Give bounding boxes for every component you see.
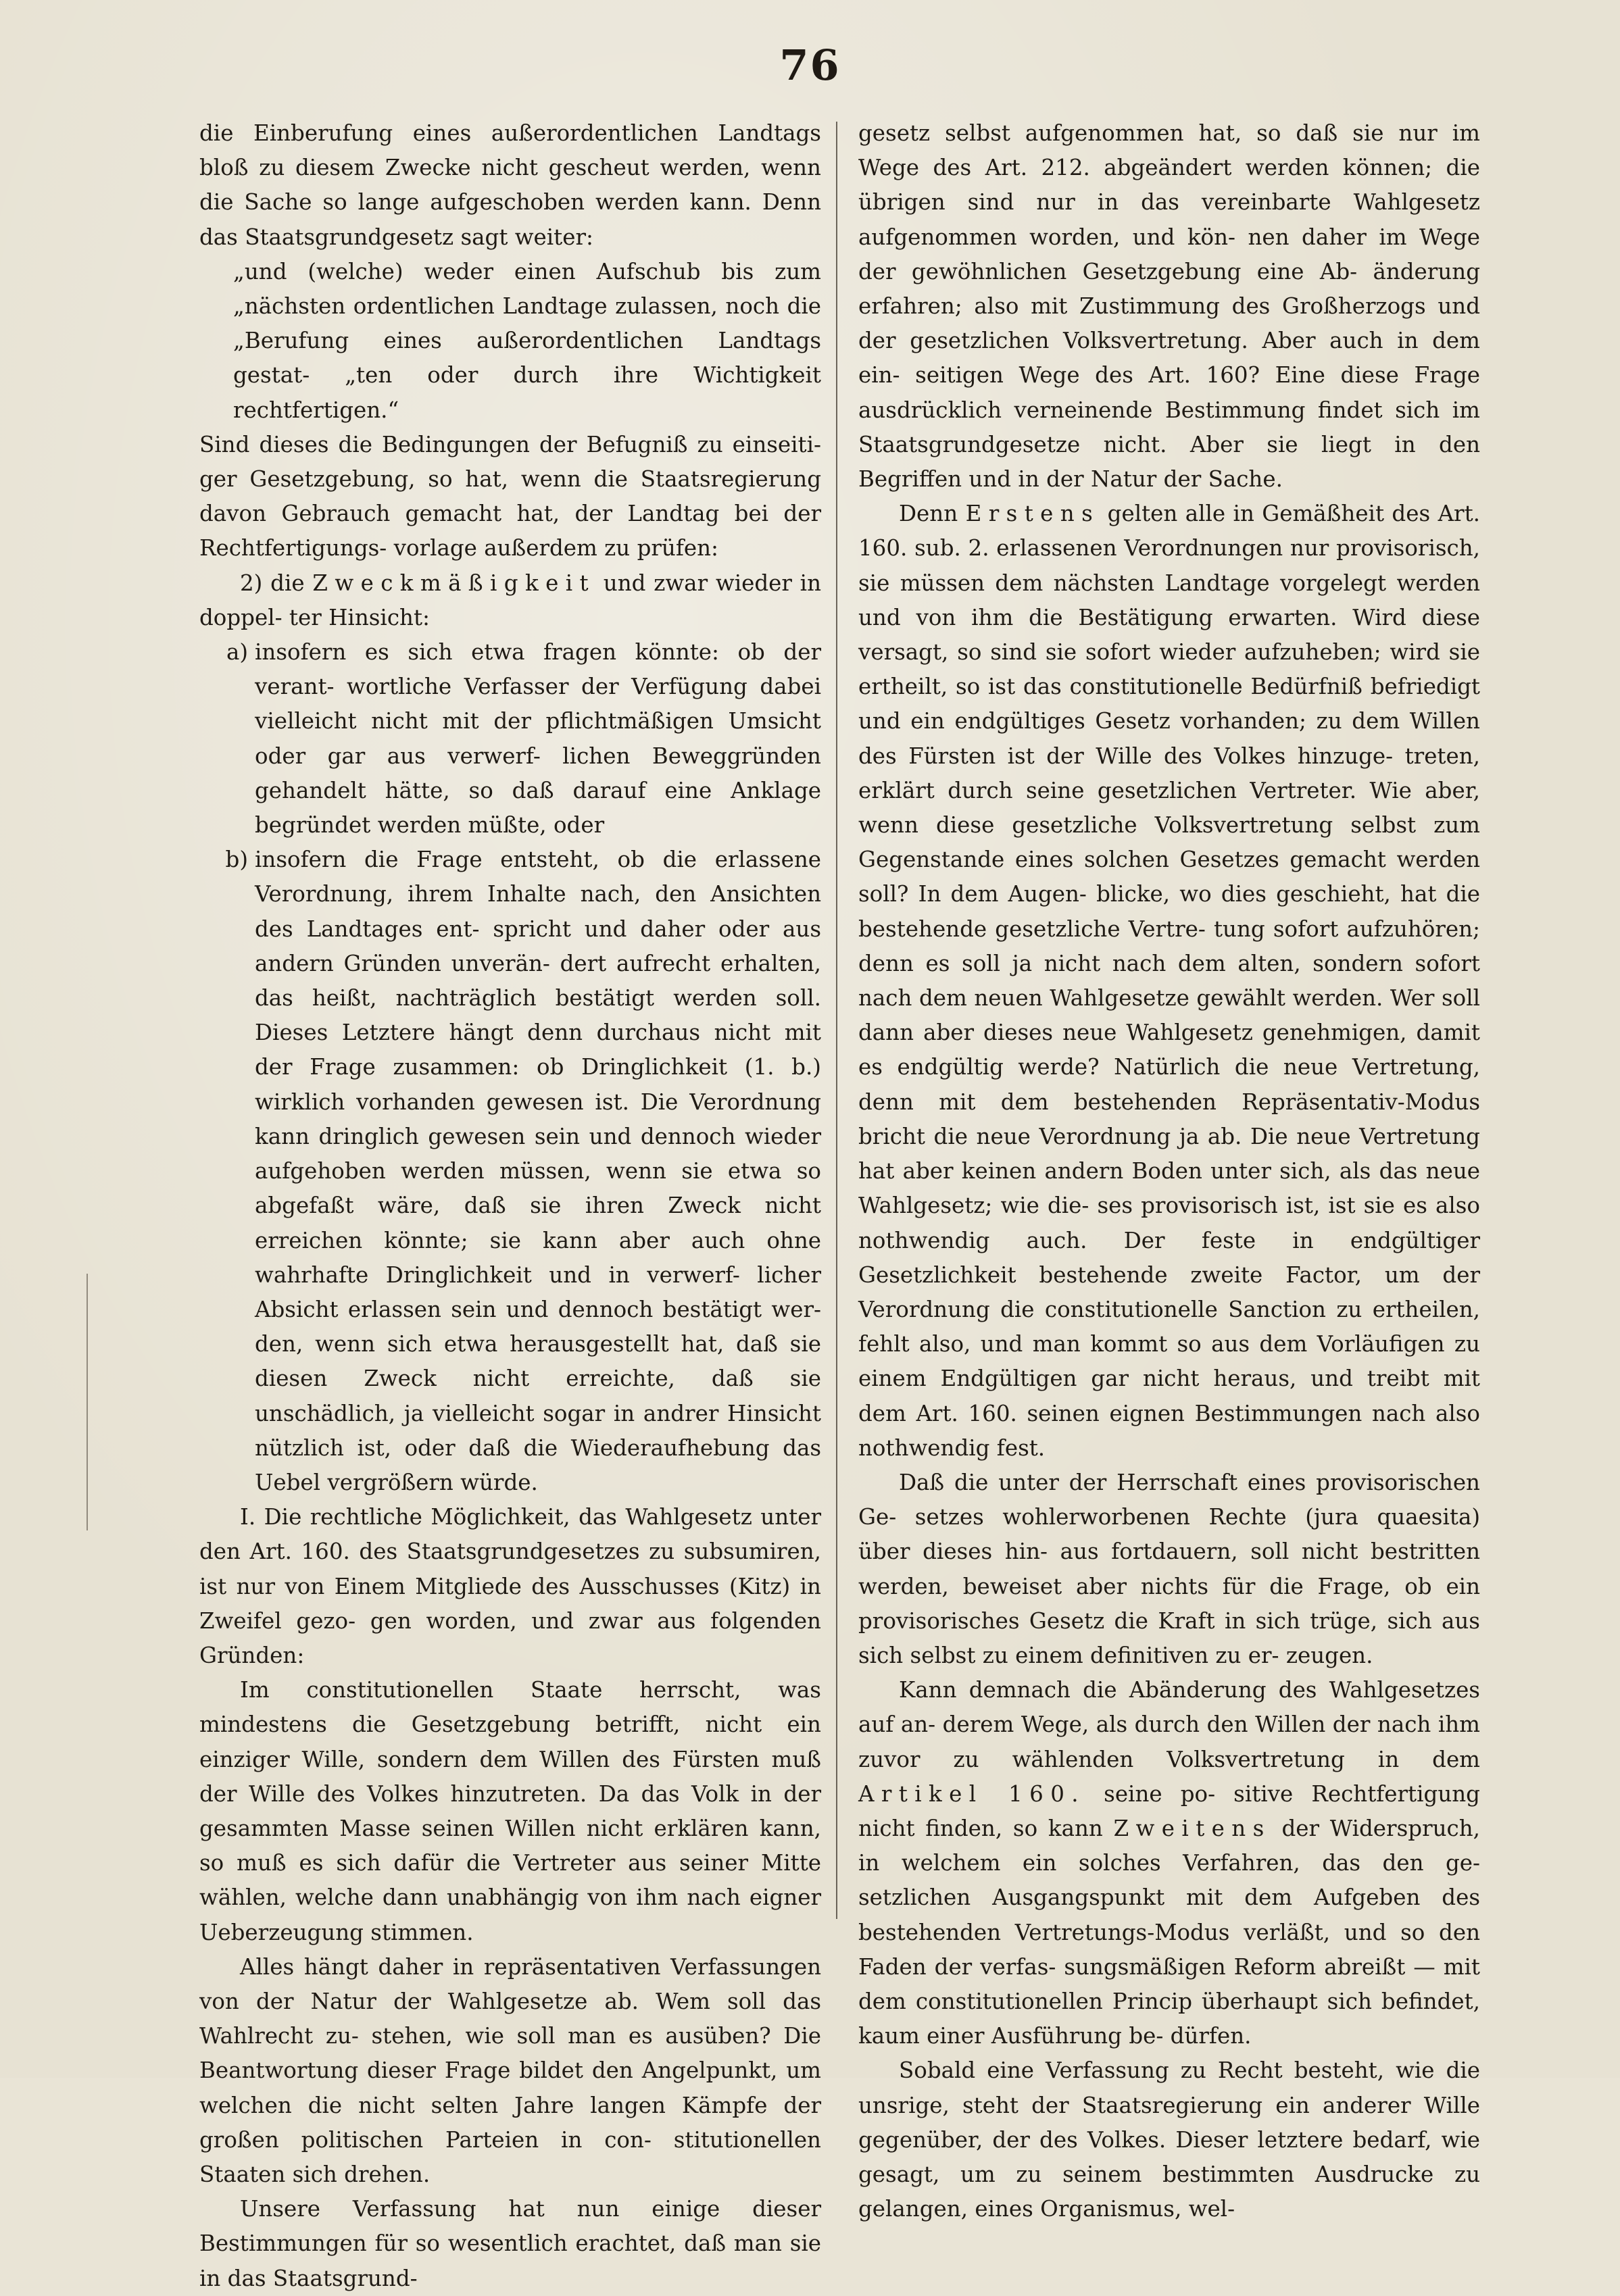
text-run: 2) die [240, 570, 305, 596]
paragraph: Unsere Verfassung hat nun einige dieser Bestimmungen für so wesentlich erachtet, daß man sie in das Staatsgrund- [199, 2196, 821, 2291]
column-divider [836, 122, 837, 1919]
right-column [858, 116, 1480, 2226]
paragraph: Im constitutionellen Staate herrscht, was mindestens die Gesetzgebung betrifft, nicht ein einziger Wille, sondern dem Willen des Fürsten muß der Wille des Volkes hinzutreten. Da das Volk in der gesammten Masse seinen Willen nicht erklären kann, so muß es sich dafür die Vertreter aus seiner Mitte wählen, welche dann unabhängig von ihm nach eigner Ueberzeugung stimmen. [199, 1677, 821, 1945]
paragraph: Sobald eine Verfassung zu Recht besteht, wie die unsrige, steht der Staatsregierung ein anderer Wille gegenüber, der des Volkes. Dieser letztere bedarf, wie gesagt, um zu seinem bestimmten Ausdrucke zu gelangen, eines Organismus, wel- [858, 2057, 1480, 2222]
text-run: Denn [899, 501, 958, 527]
paragraph: Alles hängt daher in repräsentativen Verfassungen von der Natur der Wahlgesetze ab. Wem soll das Wahlrecht zu- stehen, wie soll man es ausüben? Die Beantwortung dieser Frage bildet den Angelpunkt, um welchen die nicht selten Jahre langen Kämpfe der großen politischen Parteien in con- stitutionellen Staaten sich drehen. [199, 1953, 821, 2187]
page-number: 76 [779, 41, 841, 90]
left-column [199, 116, 821, 2296]
emphasis-spaced: Erstens [965, 501, 1100, 527]
text-run: seine po- sitive Rechtfertigung nicht finden, so kann [858, 1780, 1480, 1841]
list-item-text: insofern die Frage entsteht, ob die erlassene Verordnung, ihrem Inhalte nach, den Ansichten des Landtages ent- spricht und daher oder aus andern Gründen unverän- dert aufrecht erhalten, das heißt, nachträglich bestätigt werden soll. Dieses Letztere hängt denn durchaus nicht mit der Frage zusammen: ob Dringlichkeit (1. b.) wirklich vorhanden gewesen ist. Die Verordnung kann dringlich gewesen sein und dennoch wieder aufgehoben werden müssen, wenn sie etwa so abgefaßt wäre, daß sie ihren Zweck nicht erreichen könnte; sie kann aber auch ohne wahrhafte Dringlichkeit und in verwerf- licher Absicht erlassen sein und dennoch bestätigt wer- den, wenn sich etwa herausgestellt hat, daß sie diesen Zweck nicht erreichte, daß sie unschädlich, ja vielleicht sogar in andrer Hinsicht nützlich ist, oder daß die Wiederaufhebung das Uebel vergrößern würde. [255, 847, 821, 1495]
emphasis-spaced: Zweckmäßigkeit [312, 570, 595, 596]
paragraph: Daß die unter der Herrschaft eines provisorischen Ge- setzes wohlerworbenen Rechte (jura quaesita) über dieses hin- aus fortdauern, soll nicht bestritten werden, beweiset aber nichts für die Frage, ob ein provisorisches Gesetz die Kraft in sich trüge, sich aus sich selbst zu einem definitiven zu er- zeugen. [858, 1469, 1480, 1668]
list-item [199, 843, 821, 1500]
paragraph: gesetz selbst aufgenommen hat, so daß sie nur im Wege des Art. 212. abgeändert werden können; die übrigen sind nur in das vereinbarte Wahlgesetz aufgenommen worden, und kön- nen daher im Wege der gewöhnlichen Gesetzgebung eine Ab- änderung erfahren; also mit Zustimmung des Großherzogs und der gesetzlichen Volksvertretung. Aber auch in dem ein- seitigen Wege des Art. 160? Eine diese Frage ausdrücklich verneinende Bestimmung findet sich im Staatsgrundgesetze nicht. Aber sie liegt in den Begriffen und in der Natur der Sache. [858, 120, 1480, 493]
text-run: und zwar wieder in doppel- ter Hinsicht: [199, 570, 822, 630]
list-marker: a) [226, 639, 248, 666]
paragraph: Sind dieses die Bedingungen der Befugniß zu einseiti- ger Gesetzgebung, so hat, wenn die Staatsregierung davon Gebrauch gemacht hat, der Landtag bei der Rechtfertigungs- vorlage außerdem zu prüfen: [199, 431, 821, 561]
text-run: gelten alle in Gemäßheit des Art. 160. sub. 2. erlassenen Verordnungen nur provisorisch, sie müssen dem nächsten Landtage vorgelegt werden und von ihm die Bestätigung erwarten. Wird diese versagt, so sind sie sofort wieder aufzuheben; wird sie ertheilt, so ist das constitutionelle Bedürfniß befriedigt und ein endgültiges Gesetz vorhanden; zu dem Willen des Fürsten ist der Wille des Volkes hinzuge- treten, erklärt durch seine gesetzlichen Vertreter. Wie aber, wenn diese gesetzliche Volksvertretung selbst zum Gegenstande eines solchen Gesetzes gemacht werden soll? In dem Augen- blicke, wo dies geschieht, hat die bestehende gesetzliche Vertre- tung sofort aufzuhören; denn es soll ja nicht nach dem alten, sondern sofort nach dem neuen Wahlgesetze gewählt werden. Wer soll dann aber dieses neue Wahlgesetz genehmigen, damit es endgültig werde? Natürlich die neue Vertretung, denn mit dem bestehenden Repräsentativ-Modus bricht die neue Verordnung ja ab. Die neue Vertretung hat aber keinen andern Boden unter sich, als das neue Wahlgesetz; wie die- ses provisorisch ist, ist sie es also nothwendig auch. Der feste in endgültiger Gesetzlichkeit bestehende zweite Factor, um der Verordnung die constitutionelle Sanction zu ertheilen, fehlt also, und man kommt so aus dem Vorläufigen zu einem Endgültigen gar nicht heraus, und treibt mit dem Art. 160. seinen eignen Bestimmungen nach also nothwendig fest. [858, 501, 1480, 1461]
text-run: der Widerspruch, in welchem ein solches Verfahren, das den ge- setzlichen Ausgangspunkt mit dem Aufgeben des bestehenden Vertretungs-Modus verläßt, und so den Faden der verfas- sungsmäßigen Reform abreißt — mit dem constitutionellen Princip überhaupt sich befindet, kaum einer Ausführung be- dürfen. [858, 1815, 1480, 2049]
paragraph [199, 566, 821, 635]
paragraph [858, 497, 1480, 1466]
quotation: „und (welche) weder einen Aufschub bis zum „nächsten ordentlichen Landtage zulassen, noch die „Berufung eines außerordentlichen Landtags gestat- „ten oder durch ihre Wichtigkeit rechtfertigen.“ [233, 258, 821, 423]
paragraph: I. Die rechtliche Möglichkeit, das Wahlgesetz unter den Art. 160. des Staatsgrundgesetzes zu subsumiren, ist nur von Einem Mitgliede des Ausschusses (Kitz) in Zweifel gezo- gen worden, und zwar aus folgenden Gründen: [199, 1504, 821, 1668]
paragraph: die Einberufung eines außerordentlichen Landtags bloß zu diesem Zwecke nicht gescheut werden, wenn die Sache so lange aufgeschoben werden kann. Denn das Staatsgrundgesetz sagt weiter: [199, 120, 821, 250]
list-item-text: insofern es sich etwa fragen könnte: ob der verant- wortliche Verfasser der Verfügung dabei vielleicht nicht mit der pflichtmäßigen Umsicht oder gar aus verwerf- lichen Beweggründen gehandelt hätte, so daß darauf eine Anklage begründet werden müßte, oder [255, 639, 821, 839]
emphasis-spaced: Zweitens [1113, 1815, 1271, 1841]
list-marker: b) [225, 847, 248, 873]
margin-mark [87, 1274, 88, 1530]
emphasis-spaced: Artikel 160. [858, 1780, 1086, 1807]
list-item [199, 635, 821, 843]
paragraph [858, 1673, 1480, 2053]
text-run: Kann demnach die Abänderung des Wahlgesetzes auf an- derem Wege, als durch den Willen der nach ihm zuvor zu wählenden Volksvertretung in dem [858, 1677, 1480, 1772]
